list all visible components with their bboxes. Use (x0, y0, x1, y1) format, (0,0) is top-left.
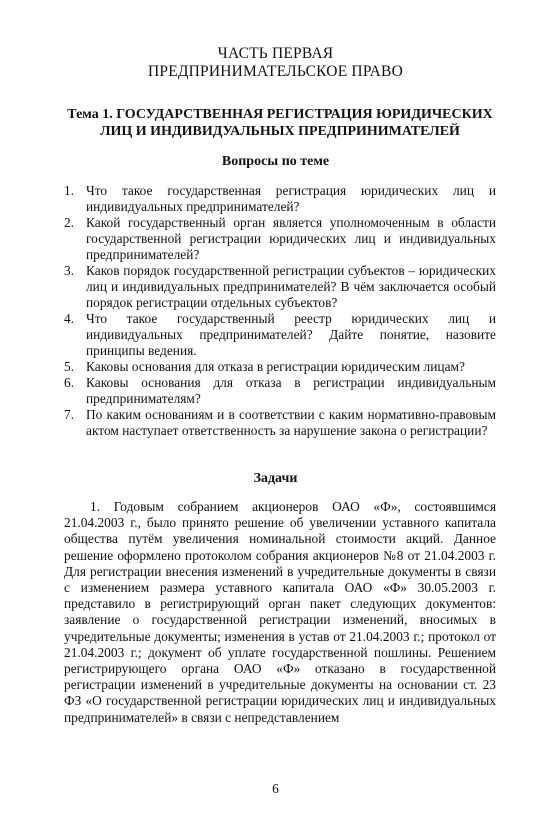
question-item (64, 215, 496, 263)
question-item (64, 375, 496, 407)
topic-title-line-2: ЛИЦ И ИНДИВИДУАЛЬНЫХ ПРЕДПРИНИМАТЕЛЕЙ (100, 124, 460, 139)
question-number: 4. (64, 311, 75, 326)
question-number: 5. (64, 359, 75, 374)
question-text: Какой государственный орган является уполномоченным в области государственной регистрации юридических лиц и индивидуальных предпринимателей? (86, 215, 496, 262)
task-1-paragraph: 1. Годовым собранием акционеров ОАО «Ф», состоявшимся 21.04.2003 г., было принято решение об увеличении уставного капитала общества путём увеличения номинальной стоимости акций. Данное решение оформлено протоколом собрания акционеров №8 от 21.04.2003 г. Для регистрации внесения изменений в учредительные документы в связи с изменением размера уставного капитала ОАО «Ф» 30.05.2003 г. представило в регистрирующий орган пакет следующих документов: заявление о государственной регистрации изменений, вносимых в учредительные документы; изменения в устав от 21.04.2003 г.; протокол от 21.04.2003 г.; документ об уплате государственной пошлины. Решением регистрирующего органа ОАО «Ф» отказано в государственной регистрации изменений в учредительные документы на основании ст. 23 ФЗ «О государственной регистрации юридических лиц и индивидуальных предпринимателей» в связи с непредставлением (64, 499, 496, 725)
question-number: 1. (64, 183, 75, 198)
question-number: 2. (64, 215, 75, 230)
questions-list (64, 183, 496, 439)
question-item (64, 311, 496, 359)
part-title-line-2: ПРЕДПРИНИМАТЕЛЬСКОЕ ПРАВО (147, 63, 403, 80)
page-number: 6 (272, 781, 279, 796)
part-title-line-1: ЧАСТЬ ПЕРВАЯ (217, 45, 334, 62)
question-text: Что такое государственный реестр юридических лиц и индивидуальных предпринимателей? Дайте понятие, назовите принципы ведения. (86, 311, 496, 358)
question-item (64, 263, 496, 311)
question-item (64, 407, 496, 439)
question-number: 6. (64, 375, 75, 390)
question-item (64, 359, 496, 375)
question-number: 7. (64, 407, 75, 422)
topic-title-line-1: Тема 1. ГОСУДАРСТВЕННАЯ РЕГИСТРАЦИЯ ЮРИДИЧЕСКИХ (67, 107, 493, 122)
question-text: Каковы основания для отказа в регистрации индивидуальным предпринимателям? (86, 375, 496, 406)
question-text: Что такое государственная регистрация юридических лиц и индивидуальных предпринимателей? (86, 183, 496, 214)
question-text: По каким основаниям и в соответствии с каким нормативно-правовым актом наступает ответственность за нарушение закона о регистрации? (86, 407, 496, 438)
part-title (0, 45, 551, 81)
questions-heading: Вопросы по теме (221, 154, 330, 169)
topic-title (60, 106, 500, 140)
tasks-heading: Задачи (253, 471, 298, 486)
question-number: 3. (64, 263, 75, 278)
question-text: Каковы основания для отказа в регистрации юридическим лицам? (86, 359, 465, 374)
question-text: Каков порядок государственной регистрации субъектов – юридических лиц и индивидуальных предпринимателей? В чём заключается особый порядок регистрации отдельных субъектов? (86, 263, 496, 310)
question-item (64, 183, 496, 215)
